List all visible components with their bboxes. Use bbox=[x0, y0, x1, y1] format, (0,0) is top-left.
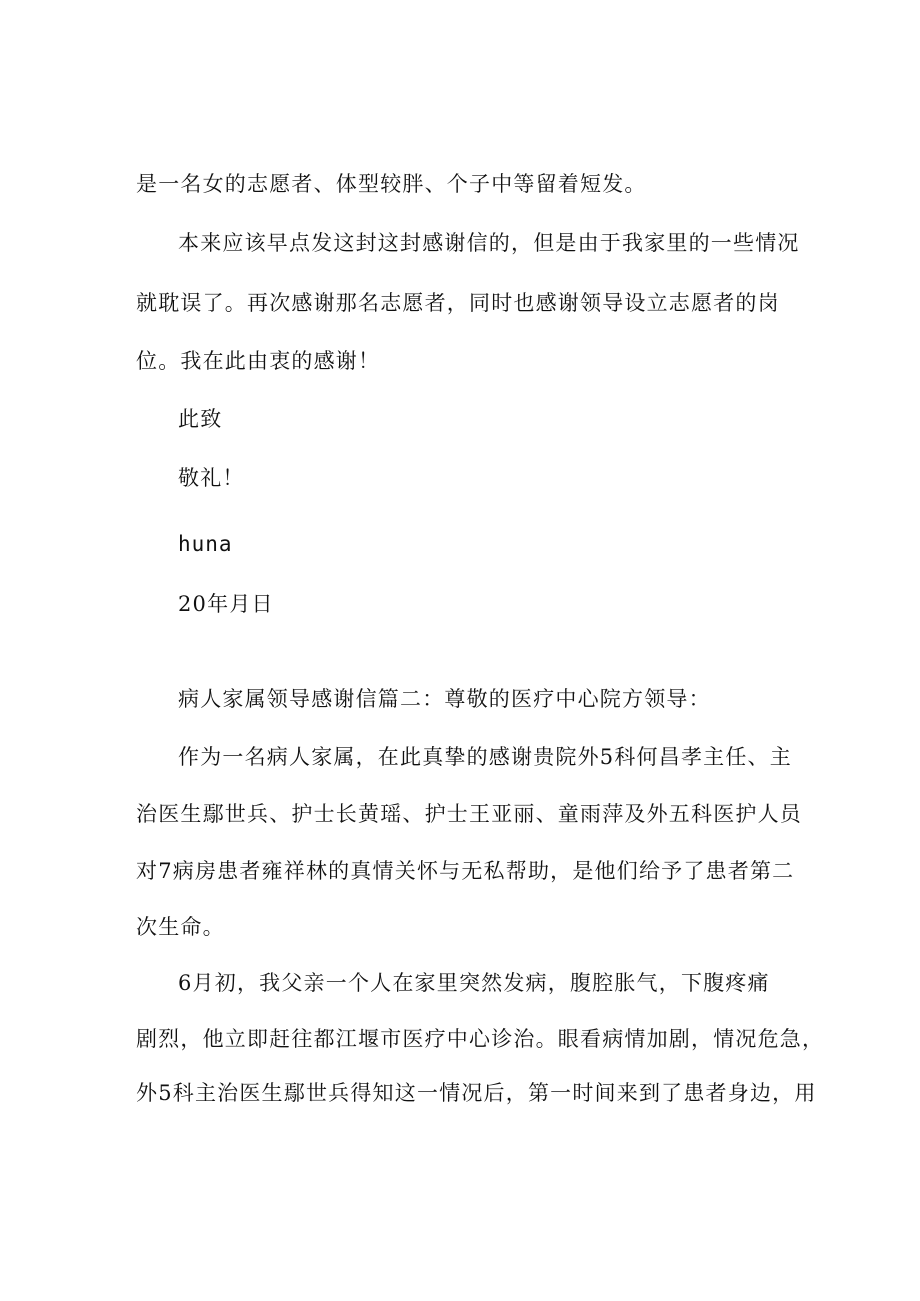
paragraph-line: 6月初，我父亲一个人在家里突然发病，腹腔胀气，下腹疼痛 bbox=[178, 971, 770, 995]
paragraph-line: 是一名女的志愿者、体型较胖、个子中等留着短发。 bbox=[136, 172, 647, 196]
paragraph-line: 作为一名病人家属，在此真挚的感谢贵院外5科何昌孝主任、主 bbox=[178, 745, 792, 769]
paragraph-line: 外5科主治医生鄢世兵得知这一情况后，第一时间来到了患者身边，用 bbox=[136, 1081, 817, 1105]
paragraph-line: 就耽误了。再次感谢那名志愿者，同时也感谢领导设立志愿者的岗 bbox=[136, 291, 780, 315]
paragraph-line: 治医生鄢世兵、护士长黄瑶、护士王亚丽、童雨萍及外五科医护人员 bbox=[136, 802, 802, 826]
date-line: 20年月日 bbox=[178, 592, 274, 616]
paragraph-line: 剧烈，他立即赶往都江堰市医疗中心诊治。眼看病情加剧，情况危急， bbox=[136, 1027, 825, 1051]
closing-line: 敬礼！ bbox=[178, 466, 245, 490]
paragraph-line: 次生命。 bbox=[136, 915, 225, 939]
paragraph-line: 对7病房患者雍祥林的真情关怀与无私帮助，是他们给予了患者第二 bbox=[136, 859, 795, 883]
section-heading: 病人家属领导感谢信篇二：尊敬的医疗中心院方领导： bbox=[178, 687, 711, 711]
paragraph-line: 本来应该早点发这封这封感谢信的，但是由于我家里的一些情况 bbox=[178, 231, 800, 255]
signature: huna bbox=[178, 532, 233, 556]
closing-line: 此致 bbox=[178, 407, 223, 431]
paragraph-line: 位。我在此由衷的感谢！ bbox=[136, 349, 381, 373]
